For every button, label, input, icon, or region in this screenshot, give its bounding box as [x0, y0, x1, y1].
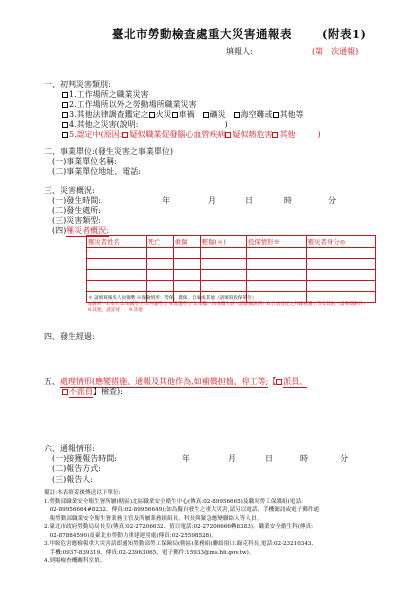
- company-address-label: (二)事業單位地址、電話:: [52, 167, 141, 176]
- s1-item3-opt-other-checkbox[interactable]: [273, 112, 279, 118]
- victims-table-cell[interactable]: [87, 281, 147, 292]
- table-row: [87, 259, 376, 270]
- victims-table-cell[interactable]: [173, 248, 200, 259]
- victims-table-cell[interactable]: [146, 259, 173, 270]
- occurrence-day-label: 日: [245, 196, 253, 205]
- s1-item3-checkbox[interactable]: [62, 112, 68, 118]
- victims-table-cell[interactable]: [87, 248, 147, 259]
- victims-table-cell[interactable]: [200, 248, 246, 259]
- reporter-person-label: (三)報告人:: [52, 475, 93, 484]
- victims-note-2: ◎說明：1.本人 2.本國勞工 3.外籍勞工 4.派遣勞工 5.承攬、再承攬人員（請詳細說明）6.合法登記之外籍看護工等及其他（請參閱附件）: [88, 302, 368, 307]
- victims-heading: (四)罹災者概況:: [52, 226, 109, 235]
- s1-item4: 4.其他之災害(說明: ): [62, 119, 228, 130]
- occurrence-year-label: 年: [162, 196, 170, 205]
- victims-table-cell[interactable]: [173, 281, 200, 292]
- notes-line: 2.臺北市政府勞動局局長室(傳真:02-27206632、值日電話:02-27206666轉8383)、職業安全衛生科(傳真:: [44, 524, 313, 530]
- victims-table-header-cell: 輕傷(＊): [200, 236, 246, 248]
- victims-table-header-cell: 死亡: [146, 236, 173, 248]
- table-row: [87, 281, 376, 292]
- victims-table-cell[interactable]: [306, 270, 375, 281]
- section3-heading: 三、災害概況:: [44, 186, 95, 195]
- victims-note-3: 8.其他，請詳述 9.其他: [88, 308, 143, 313]
- s1-item5-opt-heat-checkbox[interactable]: [225, 132, 231, 138]
- attachment-label: (附表1): [322, 27, 367, 41]
- victims-table-header-cell: 重傷: [173, 236, 200, 248]
- victims-table-cell[interactable]: [247, 281, 307, 292]
- victims-table-header-cell: 罹災者身分◎: [306, 236, 375, 248]
- s1-item5: 5.認定中(原因: 疑似職業促發腦心血管疾病 疑似熱危害 其他 ): [62, 129, 321, 140]
- occurrence-hour-label: 時: [284, 196, 292, 205]
- victims-table-cell[interactable]: [247, 259, 307, 270]
- section5-heading: 五、處理情形(應變措施、通報及其他作為,如補償担恤、停工等;【 派員、: [44, 377, 308, 386]
- occurrence-month-label: 月: [208, 196, 216, 205]
- victims-table-cell[interactable]: [173, 259, 200, 270]
- s5-no-dispatch-checkbox[interactable]: [62, 389, 68, 395]
- s1-item1[interactable]: 1.工作場所之職業災害: [62, 89, 149, 100]
- notes-line: 02-89956664#8232、傳真:02-89956649);如為擬自發生之重大災害,請另以電話、手機簡訊或電子郵件通: [44, 507, 320, 513]
- s1-item3-opt-fire-checkbox[interactable]: [149, 112, 155, 118]
- section4-heading: 四、發生經過:: [44, 332, 95, 341]
- victims-table-cell[interactable]: [306, 292, 375, 303]
- victims-table-cell[interactable]: [146, 270, 173, 281]
- report-year-label: 年: [182, 454, 190, 463]
- victims-table-cell[interactable]: [247, 248, 307, 259]
- s1-item5-opt-cardio-checkbox[interactable]: [122, 132, 128, 138]
- victims-note-1: ＊ 請填寫罹災人員傷勢 ※保險情形：勞保、農保、自雇或其他（請填寫投保單位）: [88, 296, 257, 301]
- s1-item3-opt-mine-checkbox[interactable]: [203, 112, 209, 118]
- notes-line: 4.到場檢查機關科室填。: [44, 558, 106, 564]
- notes-line: 1.勞動部職業安全衛生署所屬(轄區)北區職業安全衛生中心(傳真:02-89956665)及職災勞工保護組(電話:: [44, 498, 303, 505]
- report-count-label: (第 次通報): [312, 47, 359, 56]
- s1-item2-checkbox[interactable]: [62, 102, 68, 108]
- notes-line: 02-87884590)及臺北市勞動力重建運用處(傳真:02-25598528)。: [44, 532, 217, 539]
- victims-table-cell[interactable]: [200, 259, 246, 270]
- victims-table-header-row: [87, 236, 376, 248]
- victims-table-cell[interactable]: [146, 248, 173, 259]
- victims-table-cell[interactable]: [146, 281, 173, 292]
- section5-heading-cont: 不派員】檢查):: [62, 386, 123, 398]
- victims-table-header-cell: 投保情形※: [247, 236, 307, 248]
- victims-table-cell[interactable]: [87, 259, 147, 270]
- report-month-label: 月: [228, 454, 236, 463]
- victims-table-cell[interactable]: [173, 270, 200, 281]
- disaster-type-label: (三)災害類型:: [52, 216, 101, 225]
- report-received-time-label: (一)接獲報告時間:: [52, 454, 117, 463]
- table-row: [87, 248, 376, 259]
- s1-item2[interactable]: 2.工作場所以外之勞動場所職業災害: [62, 99, 197, 110]
- notes-line: 手機:0937-839319、傳真:02-23963065、電子郵件:15933@ms.bli.gov.tw)。: [44, 549, 255, 556]
- notes-line: 3.甲級危害應檢報重大災害請即通知勞動部勞工保險局(轄區)業務組(聯絡窗口:錄克科長,電話:02-23210343、: [44, 541, 318, 547]
- report-minute-label: 分: [340, 454, 348, 463]
- notes-block: [44, 489, 319, 566]
- victims-table-cell[interactable]: [200, 281, 246, 292]
- s1-item4-checkbox[interactable]: [62, 122, 68, 128]
- occurrence-time-label: (一)發生時間:: [52, 196, 101, 205]
- victims-table-cell[interactable]: [200, 270, 246, 281]
- notes-title: 備註:本表填妥後傳送以下單位:: [44, 490, 121, 496]
- occurrence-minute-label: 分: [328, 196, 336, 205]
- section1-heading: 一、初判災害類別:: [44, 80, 111, 89]
- s1-item5-opt-other-checkbox[interactable]: [272, 132, 278, 138]
- report-hour-label: 時: [300, 454, 308, 463]
- victims-table-cell[interactable]: [306, 281, 375, 292]
- s1-item5-checkbox[interactable]: [62, 132, 68, 138]
- victims-table-cell[interactable]: [306, 259, 375, 270]
- s5-dispatch-checkbox[interactable]: [276, 379, 282, 385]
- s1-item3-opt-car-checkbox[interactable]: [172, 112, 178, 118]
- victims-table-cell[interactable]: [87, 270, 147, 281]
- report-day-label: 日: [265, 454, 273, 463]
- s1-item3: 3.其他法律調查鑑定之 火災 車禍 礦災 海空難或 其他等: [62, 109, 304, 120]
- report-method-label: (二)報告方式:: [52, 464, 101, 473]
- s1-item3-opt-sea-checkbox[interactable]: [234, 112, 240, 118]
- victims-table-header-cell: 罹災者姓名: [87, 236, 147, 248]
- reporter-label: 填報人:: [226, 47, 253, 56]
- occurrence-place-label: (二)發生處所:: [52, 206, 101, 215]
- company-name-label: (一)事業單位名稱:: [52, 157, 117, 166]
- notes-line: 報勞動部職業安全衛生署業務主管及所屬業務組組長、科長與緊急應變聯絡人等人員。: [44, 515, 263, 522]
- section6-heading: 六、通報情形:: [44, 444, 95, 453]
- section2-heading: 二、事業單位:(發生災害之事業單位): [44, 147, 173, 156]
- s1-item1-checkbox[interactable]: [62, 92, 68, 98]
- table-row: [87, 270, 376, 281]
- victims-table-cell[interactable]: [306, 248, 375, 259]
- victims-table: [86, 235, 376, 303]
- victims-table-cell[interactable]: [247, 270, 307, 281]
- form-title: 臺北市勞動檢查處重大災害通報表: [112, 27, 292, 41]
